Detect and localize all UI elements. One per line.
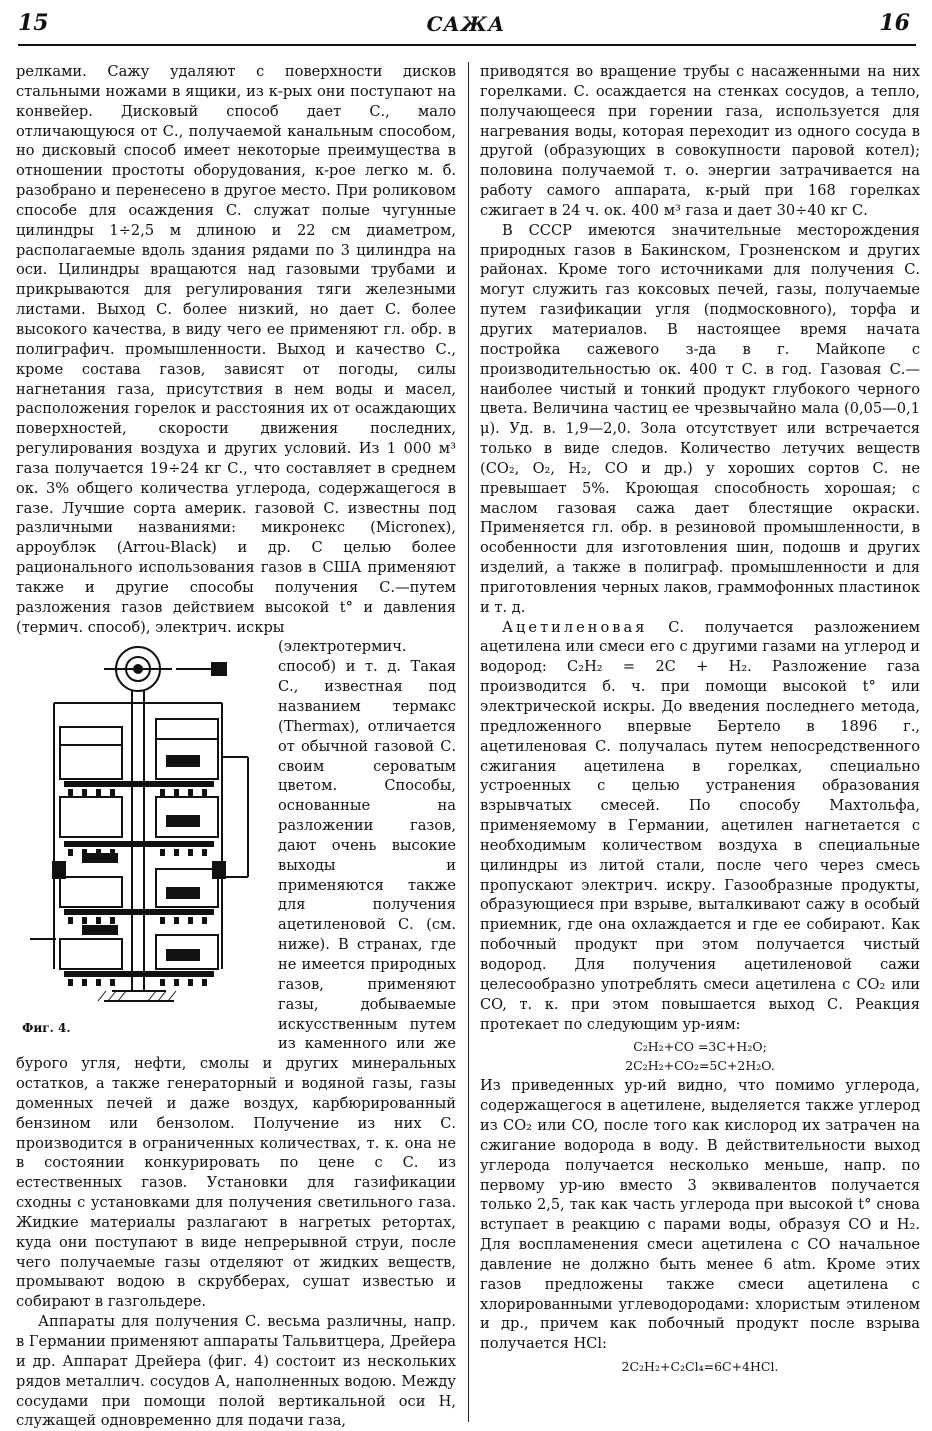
acetylene-term: Ацетиленовая bbox=[502, 618, 648, 636]
figure-4 bbox=[16, 639, 266, 1047]
right-paragraph-2: В СССР имеются значительные месторождения природных газов в Бакинском, Грозненском и других районах. Кроме того источниками для получения С. могут служить газ коксовых печей, газы, получаемые путем газификации угля (подмосковного), торфа и других материалов. В настоящее время начата постройка сажевого з-да в г. Майкопе с производительностью ок. 400 т С. в год. Газовая С.—наиболее чистый и тонкий продукт глубокого черного цвета. Величина частиц ее чрезвычайно мала (0,05—0,1 μ). Уд. в. 1,9—2,0. Зола отсутствует или встречается только в виде следов. Количество летучих веществ (CO₂, O₂, H₂, CO и др.) у хороших сортов С. не превышает 5%. Кроющая способность хорошая; с маслом газовая сажа дает блестящие окраски. Применяется гл. обр. в резиновой промышленности, в особенности для изготовления шин, подошв и других изделий, а также в полиграф. промышленности и для приготовления черных лаков, граммофонных пластинок и т. д. bbox=[480, 221, 920, 616]
left-column bbox=[16, 62, 456, 1431]
figure-caption: Фиг. 4. bbox=[22, 1021, 71, 1036]
equation-3: 2C₂H₂+C₂Cl₄=6C+4HCl. bbox=[621, 1359, 779, 1375]
equation-2: 2C₂H₂+CO₂=5C+2H₂O. bbox=[625, 1058, 775, 1074]
right-paragraph-4: Из приведенных ур-ий видно, что помимо углерода, содержащегося в ацетилене, выделяется также углерод из CO₂ или CO, после того как кислород их затрачен на сжигание водорода в воду. В действительности выход углерода получается несколько меньше, напр. по первому ур-ию вместо 3 эквивалентов получается только 2,5, так как часть углерода при высокой t° снова вступает в реакцию с парами воды, образуя CO и H₂. Для воспламенения смеси ацетилена с CO начальное давление не должно быть менее 6 atm. Кроме этих газов предложены также смеси ацетилена с хлорированными углеводородами: хлористым этиленом и др., причем как побочный продукт после взрыва получается HCl: bbox=[480, 1077, 920, 1353]
page-header bbox=[0, 0, 932, 40]
left-paragraph-2: Аппараты для получения С. весьма различны, напр. в Германии применяют аппараты Тальвитцера, Дрейера и др. Аппарат Дрейера (фиг. 4) состоит из нескольких рядов металлич. сосудов А, наполненных водою. Между сосудами при помощи полой вертикальной оси Н, служащей одновременно для подачи газа, bbox=[16, 1313, 456, 1430]
left-paragraph-1: релками. Сажу удаляют с поверхности дисков стальными ножами в ящики, из к-рых они поступают на конвейер. Дисковый способ дает С., мало отличающуюся от С., получаемой канальным способом, но дисковый способ имеет некоторые преимущества в отношении простоты оборудования, к-рое легко м. б. разобрано и перенесено в другое место. При роликовом способе для осаждения С. служат полые чугунные цилиндры 1÷2,5 м длиною и 22 см диаметром, располагаемые вдоль здания рядами по 3 цилиндра на оси. Цилиндры вращаются над газовыми трубами и прикрываются для регулирования тяги железными листами. Выход С. более низкий, но дает С. более высокого качества, в виду чего ее применяют гл. обр. в полиграфич. промышленности. Выход и качество С., кроме состава газов, зависят от погоды, силы нагнетания газа, присутствия в нем воды и масел, расположения горелок и расстояния их от осаждающих поверхностей, скорости движения последних, регулирования воздуха и других условий. Из 1 000 м³ газа получается 19÷24 кг С., что составляет в среднем ок. 3% общего количества углерода, содержащегося в газе. Лучшие сорта америк. газовой С. известны под различными названиями: микронекс (Micronex), арроублэк (Arrou-Black) и др. С целью более рационального использования газов в США применяют также и другие способы получения С.—путем разложения газов действием высокой t° и давления (термич. способ), электрич. искры bbox=[16, 63, 456, 636]
header-rule bbox=[18, 44, 916, 46]
column-divider bbox=[468, 62, 469, 1422]
dreyer-apparatus-drawing bbox=[16, 639, 266, 1014]
equation-1: C₂H₂+CO =3C+H₂O; bbox=[633, 1039, 767, 1055]
left-paragraph-1-continued: (электротермич. способ) и т. д. Такая С., известная под названием термакс (Thermax), отличается от обычной газовой С. своим сероватым цветом. Способы, основанные на разложении газов, дают очень высокие выходы и применяются также для получения ацетиленовой С. (см. ниже). В странах, где не имеется природных газов, применяют газы, добываемые искусственным путем из каменного или же бурого угля, нефти, смолы и других минеральных остатков, а также генераторный и водяной газы, газы доменных печей и даже воздух, карбюрированный бензином или бензолом. Получение из них С. производится в ограниченных количествах, т. к. она не в состоянии конкурировать по цене с С. из естественных газов. Установки для газификации сходны с установками для получения светильного газа. Жидкие материалы разлагают в нагретых ретортах, куда они поступают в виде непрерывной струи, после чего получаемые газы отделяют от жидких веществ, промывают водою в скрубберах, сушат известью и собирают в газгольдере. bbox=[16, 638, 456, 1311]
right-column bbox=[480, 62, 920, 1377]
page-number-left: 15 bbox=[18, 10, 49, 36]
page-number-right: 16 bbox=[879, 10, 910, 36]
right-paragraph-1: приводятся во вращение трубы с насаженными на них горелками. С. осаждается на стенках сосудов, а тепло, получающееся при горении газа, используется для нагревания воды, которая переходит из одного сосуда в другой (образующих в совокупности паровой котел); половина получаемой т. о. энергии затрачивается на работу самого аппарата, к-рый при 168 горелках сжигает в 24 ч. ок. 400 м³ газа и дает 30÷40 кг С. bbox=[480, 63, 920, 219]
right-paragraph-3 bbox=[480, 618, 920, 1035]
running-title: САЖА bbox=[426, 12, 506, 36]
right-paragraph-3-text: С. получается разложением ацетилена или смеси его с другими газами на углерод и водород: C₂H₂ = 2C + H₂. Разложение газа производится б. ч. при помощи высокой t° или электрической искры. До введения последнего метода, предложенного впервые Бертело в 1896 г., ацетиленовая С. получалась путем непосредственного сжигания ацетилена в горелках, специально устроенных с целью устранения образования взрывчатых смесей. По способу Махтольфа, применяемому в Германии, ацетилен нагнетается с необходимым количеством воздуха в специальные цилиндры из литой стали, после чего через смесь пропускают электрич. искру. Газообразные продукты, образующиеся при взрыве, выталкивают сажу в особый приемник, где она охлаждается и где ее собирают. Как побочный продукт при этом получается чистый водород. Для получения ацетиленовой сажи целесообразно употреблять смеси ацетилена с CO₂ или CO, т. к. при этом повышается выход С. Реакция протекает по следующим ур-иям: bbox=[480, 618, 920, 1033]
